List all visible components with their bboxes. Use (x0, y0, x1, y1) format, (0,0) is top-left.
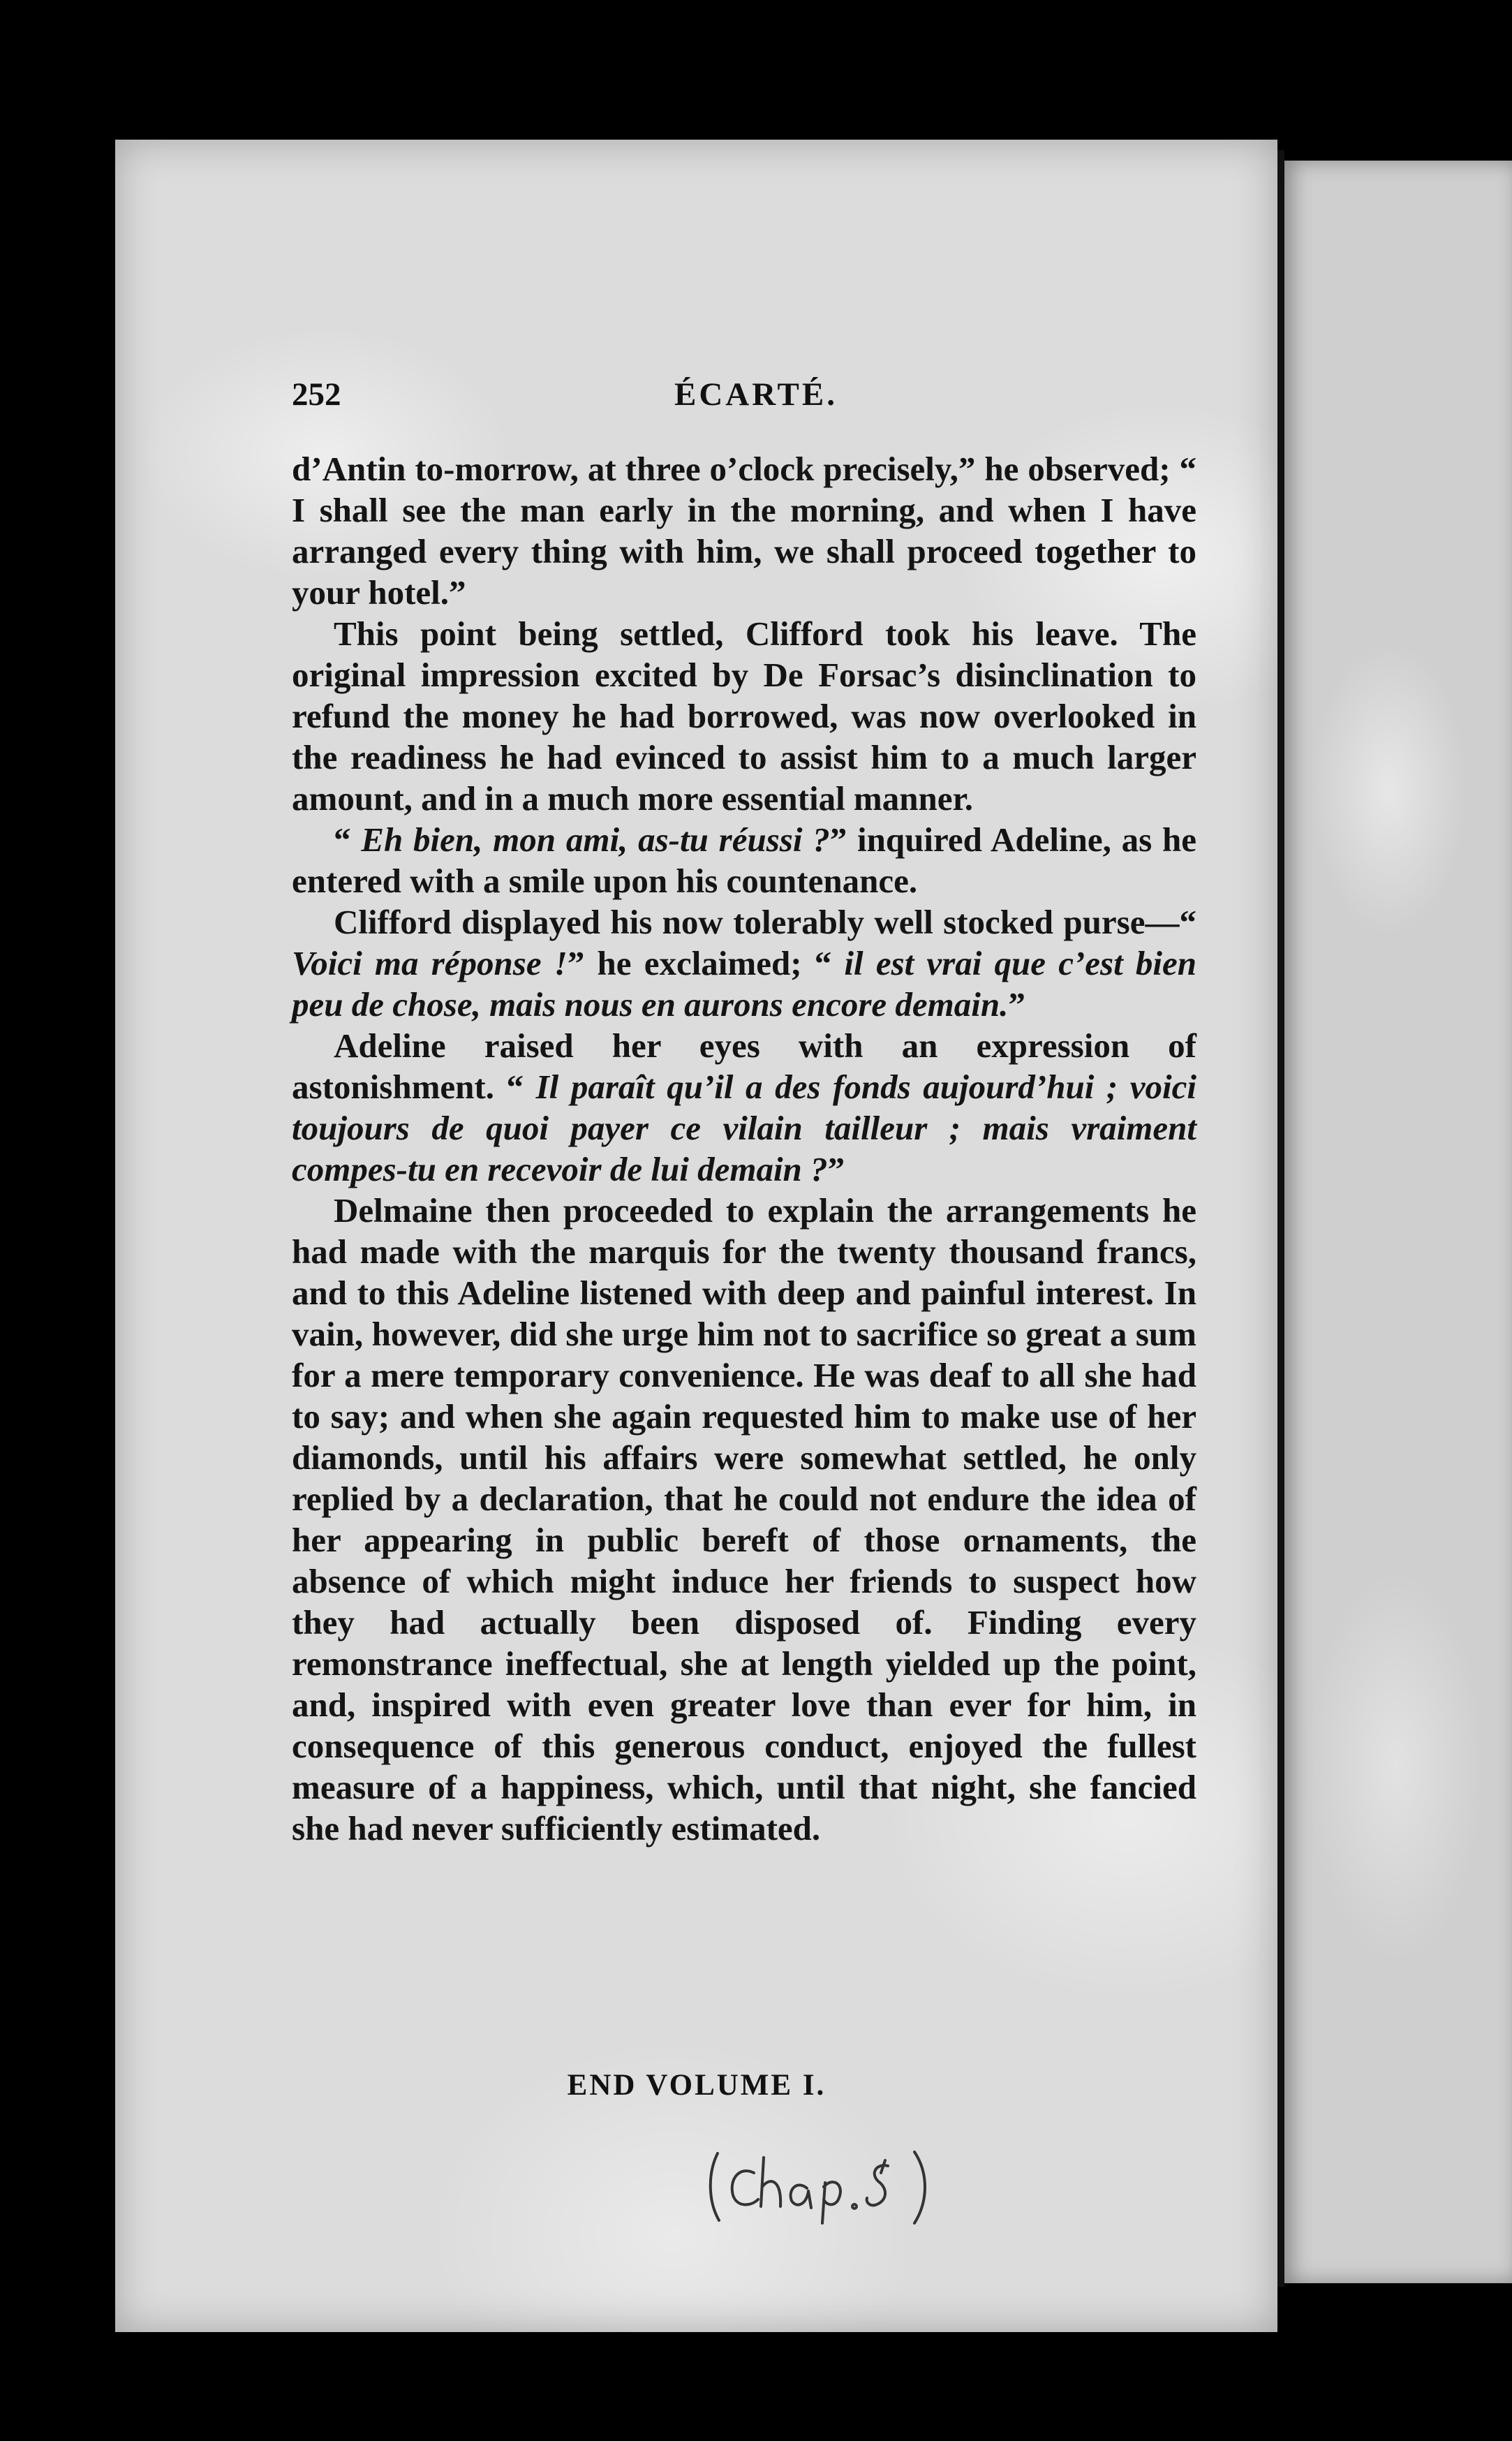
facing-page-edge (1284, 161, 1512, 2283)
end-volume-text: END VOLUME I. (567, 2069, 827, 2102)
paragraph-text: Clifford displayed his now tolerably well stocked purse—“ (334, 903, 1196, 941)
paragraph-text: Adeline raised her eyes with an expression of astonishment. “ (292, 1026, 1196, 1106)
paragraph (292, 1025, 1196, 1190)
paragraph-text: ” (827, 1150, 845, 1188)
french-quote: Eh bien, mon ami, as-tu réussi ? (361, 820, 830, 859)
paragraph (292, 448, 1196, 613)
paragraph (292, 901, 1196, 1025)
handwritten-annotation-drawing (705, 2145, 935, 2229)
french-quote: Voici ma réponse ! (292, 944, 568, 982)
running-head (292, 376, 1196, 425)
running-title: ÉCARTÉ. (674, 376, 838, 413)
handwritten-annotation (705, 2145, 935, 2229)
paragraph-text: d’Antin to-morrow, at three o’clock precisely,” he observed; “ I shall see the man early in the morning, and when I have arranged every thing with him, we shall proceed together to your hotel.” (292, 450, 1196, 612)
paragraph (292, 819, 1196, 901)
paragraph-text: Delmaine then proceeded to explain the arrangements he had made with the marquis for the twenty thousand francs, and to this Adeline listened with deep and painful interest. In vain, however, did she urge him not to sacrifice so great a sum for a mere temporary convenience. He was deaf to all she had to say; and when she again requested him to make use of her diamonds, until his affairs were somewhat settled, he only replied by a declaration, that he could not endure the idea of her appearing in public bereft of those ornaments, the absence of which might induce her friends to suspect how they had actually been disposed of. Finding every remonstrance ineffectual, she at length yielded up the point, and, inspired with even greater love than ever for him, in consequence of this generous conduct, enjoyed the fullest measure of a happiness, which, until that night, she fancied she had never sufficiently estimated. (292, 1191, 1196, 1848)
page-number: 252 (292, 376, 341, 413)
paragraph-text: ” inquired Adeline, as he entered with a smile upon his countenance. (292, 820, 1197, 900)
french-quote: il est vrai que c’est bien peu de chose, mais nous en aurons encore demain. (292, 944, 1197, 1024)
paragraph-text: ” he exclaimed; “ (567, 944, 845, 982)
paragraph-text: ” (1008, 985, 1025, 1024)
body-text (292, 448, 1196, 1849)
paragraph (292, 1190, 1196, 1849)
french-quote: Il paraît qu’il a des fonds aujourd’hui ; voici toujours de quoi payer ce vilain tailleur ; mais vraiment compes-tu en recevoir de lui demain ? (292, 1068, 1196, 1188)
paragraph-text: This point being settled, Clifford took his leave. The original impression excited by De Forsac’s disinclination to refund the money he had borrowed, was now overlooked in the readiness he had evinced to assist him to a much larger amount, and in a much more essential manner. (292, 614, 1196, 818)
paragraph-text: “ (334, 820, 362, 859)
paragraph (292, 613, 1196, 819)
page-gutter (1277, 150, 1284, 2287)
